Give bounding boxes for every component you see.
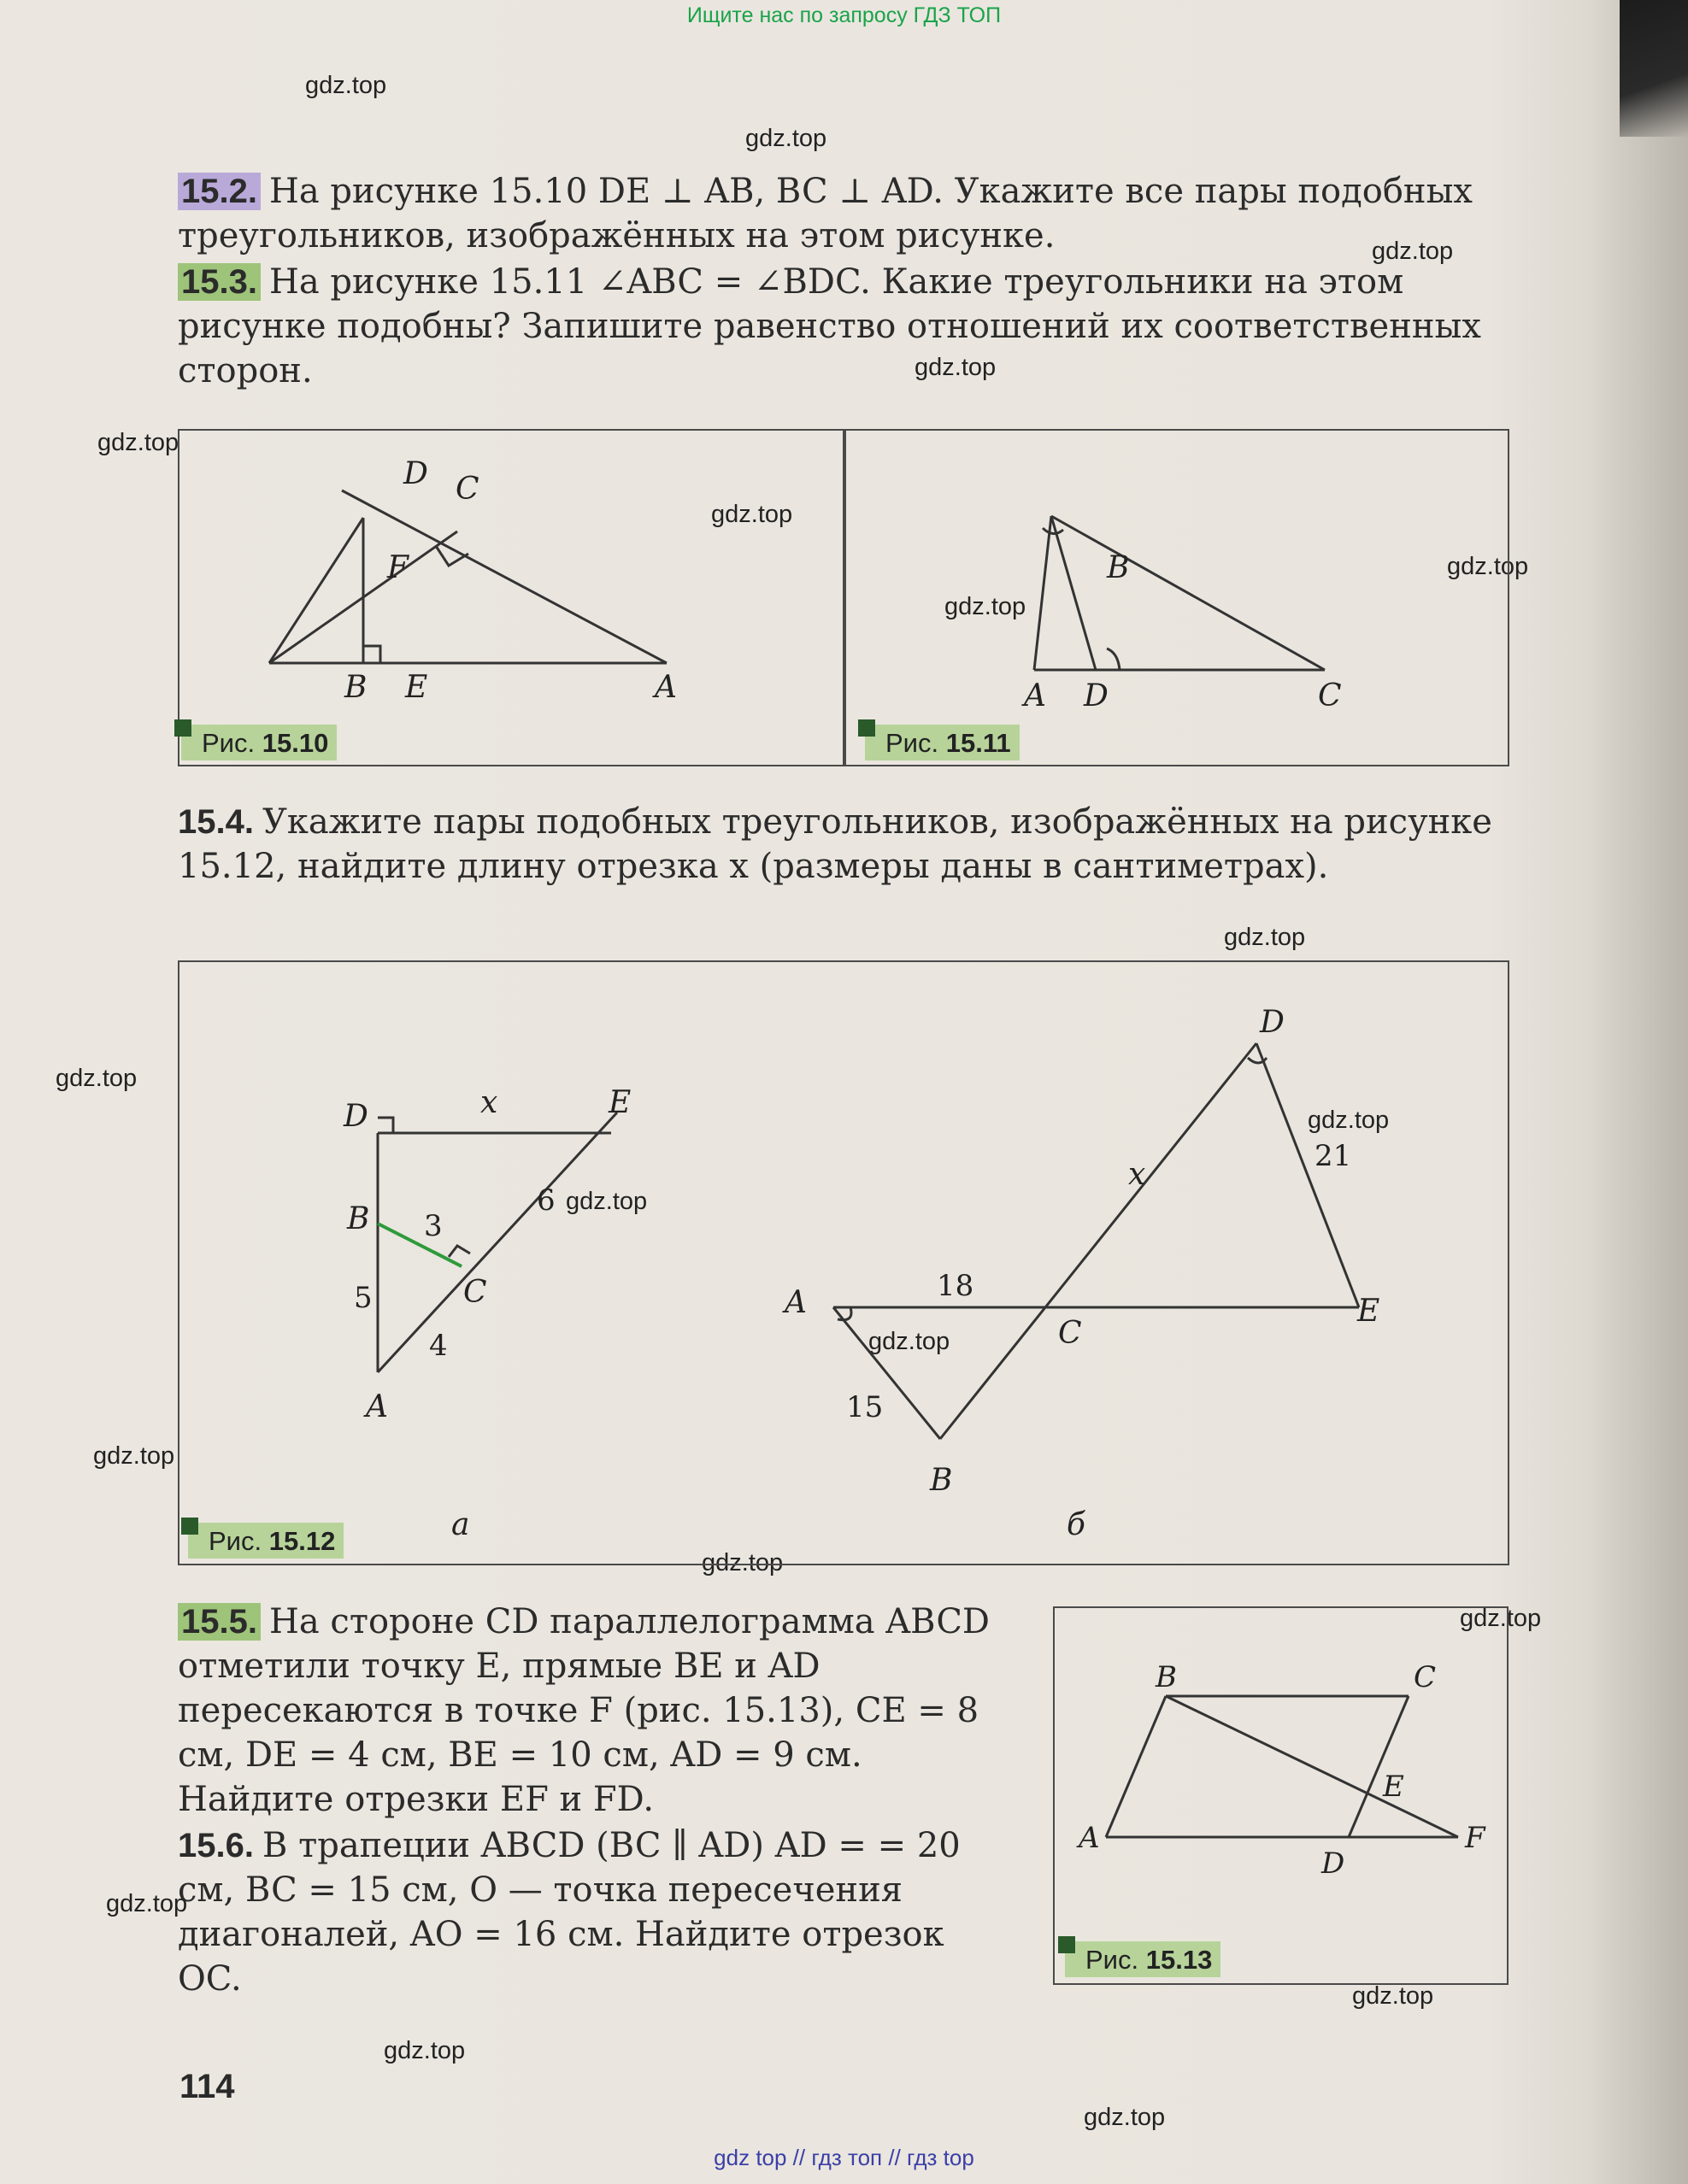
figure-15-10 [178,429,844,766]
watermark: gdz.top [106,1890,188,1917]
label-B: B [930,1463,953,1498]
label-6: 6 [537,1183,556,1218]
watermark: gdz.top [97,429,179,456]
problem-text: Укажите пары подобных треугольников, изображённых на рисунке 15.12, найдите длину отрезка x (размеры даны в сантиметрах). [178,802,1492,886]
figure-15-11-drawing [846,431,1508,765]
figure-15-10-drawing [179,431,843,765]
label-A: A [785,1285,807,1320]
label-E: E [609,1085,632,1120]
figure-15-13 [1053,1606,1509,1985]
bottom-banner[interactable]: gdz top // гдз топ // гдз top [714,2145,974,2170]
label-C: C [456,472,479,507]
problem-text: На стороне CD параллелограмма ABCD отметили точку E, прямые BE и AD пересекаются в точке F (рис. 15.13), CE = 8 см, DE = 4 см, BE = 10 см, AD = 9 см. Найдите отрезки EF и FD. [178,1602,990,1819]
label-A: A [1079,1821,1100,1855]
figure-caption: Рис. 15.10 [181,725,337,760]
watermark: gdz.top [702,1549,784,1576]
watermark: gdz.top [93,1442,175,1470]
label-3: 3 [424,1209,443,1243]
problem-number: 15.5. [178,1603,261,1641]
label-B: B [347,1201,370,1236]
watermark: gdz.top [1460,1605,1542,1632]
label-A: A [366,1389,388,1424]
label-E: E [405,670,428,705]
figure-caption: Рис. 15.13 [1065,1941,1220,1977]
label-15: 15 [846,1390,884,1424]
label-B: B [1156,1660,1177,1694]
watermark: gdz.top [1308,1107,1390,1134]
label-B: B [344,670,368,705]
watermark: gdz.top [56,1065,138,1092]
problem-number: 15.3. [178,263,261,301]
problem-15-2 [178,169,1507,258]
figure-15-12-drawing [179,962,1508,1564]
problem-15-4 [178,800,1507,889]
watermark: gdz.top [566,1188,648,1215]
problem-number: 15.6. [178,1827,254,1864]
watermark: gdz.top [868,1328,950,1355]
problem-number: 15.2. [178,173,261,210]
figure-15-11 [844,429,1509,766]
top-banner[interactable]: Ищите нас по запросу ГДЗ ТОП [686,3,1002,27]
figure-15-12 [178,960,1509,1565]
label-D: D [1260,1005,1285,1040]
label-C: C [1318,678,1342,713]
label-F: F [387,550,409,585]
problem-number: 15.4. [178,803,254,841]
figure-caption: Рис. 15.11 [865,725,1020,760]
label-5: 5 [354,1281,373,1315]
label-18: 18 [937,1269,974,1303]
label-A: A [655,670,677,705]
label-A: A [1024,678,1046,713]
problem-text: В трапеции ABCD (BC ∥ AD) AD = = 20 см, BC = 15 см, O — точка пересечения диагоналей, AO = 16 см. Найдите отрезок OC. [178,1826,961,1999]
label-E: E [1383,1770,1404,1804]
label-x: x [480,1085,498,1120]
label-21: 21 [1315,1139,1352,1173]
label-D: D [403,456,428,491]
problem-15-6 [178,1823,1007,2001]
label-D: D [1084,678,1109,713]
figure-15-13-drawing [1055,1608,1507,1983]
watermark: gdz.top [384,2037,466,2064]
watermark: gdz.top [1352,1982,1434,2010]
label-E: E [1357,1294,1380,1329]
problem-text: На рисунке 15.11 ∠ABC = ∠BDC. Какие треугольники на этом рисунке подобны? Запишите равенство отношений их соответственных сторон. [178,262,1481,390]
problem-15-5 [178,1600,1007,1822]
label-x: x [1128,1157,1146,1192]
watermark: gdz.top [745,125,827,152]
watermark: gdz.top [1084,2104,1166,2131]
label-C: C [1414,1660,1437,1694]
page-number: 114 [179,2068,235,2105]
watermark: gdz.top [1372,238,1454,265]
watermark: gdz.top [711,501,793,528]
problem-15-3 [178,260,1507,393]
label-D: D [1321,1846,1345,1881]
subfigure-b: б [1067,1507,1085,1542]
subfigure-a: а [451,1507,470,1542]
watermark: gdz.top [1224,924,1306,951]
figure-caption: Рис. 15.12 [188,1523,344,1559]
label-4: 4 [429,1329,448,1363]
watermark: gdz.top [305,72,387,99]
label-C: C [1058,1316,1082,1351]
problem-text: На рисунке 15.10 DE ⊥ AB, BC ⊥ AD. Укажите все пары подобных треугольников, изображённых на этом рисунке. [178,172,1473,255]
watermark: gdz.top [915,354,997,381]
label-C: C [463,1275,487,1310]
watermark: gdz.top [1447,553,1529,580]
label-F: F [1465,1821,1485,1855]
label-B: B [1107,550,1130,585]
watermark: gdz.top [944,593,1026,620]
label-D: D [344,1099,368,1134]
